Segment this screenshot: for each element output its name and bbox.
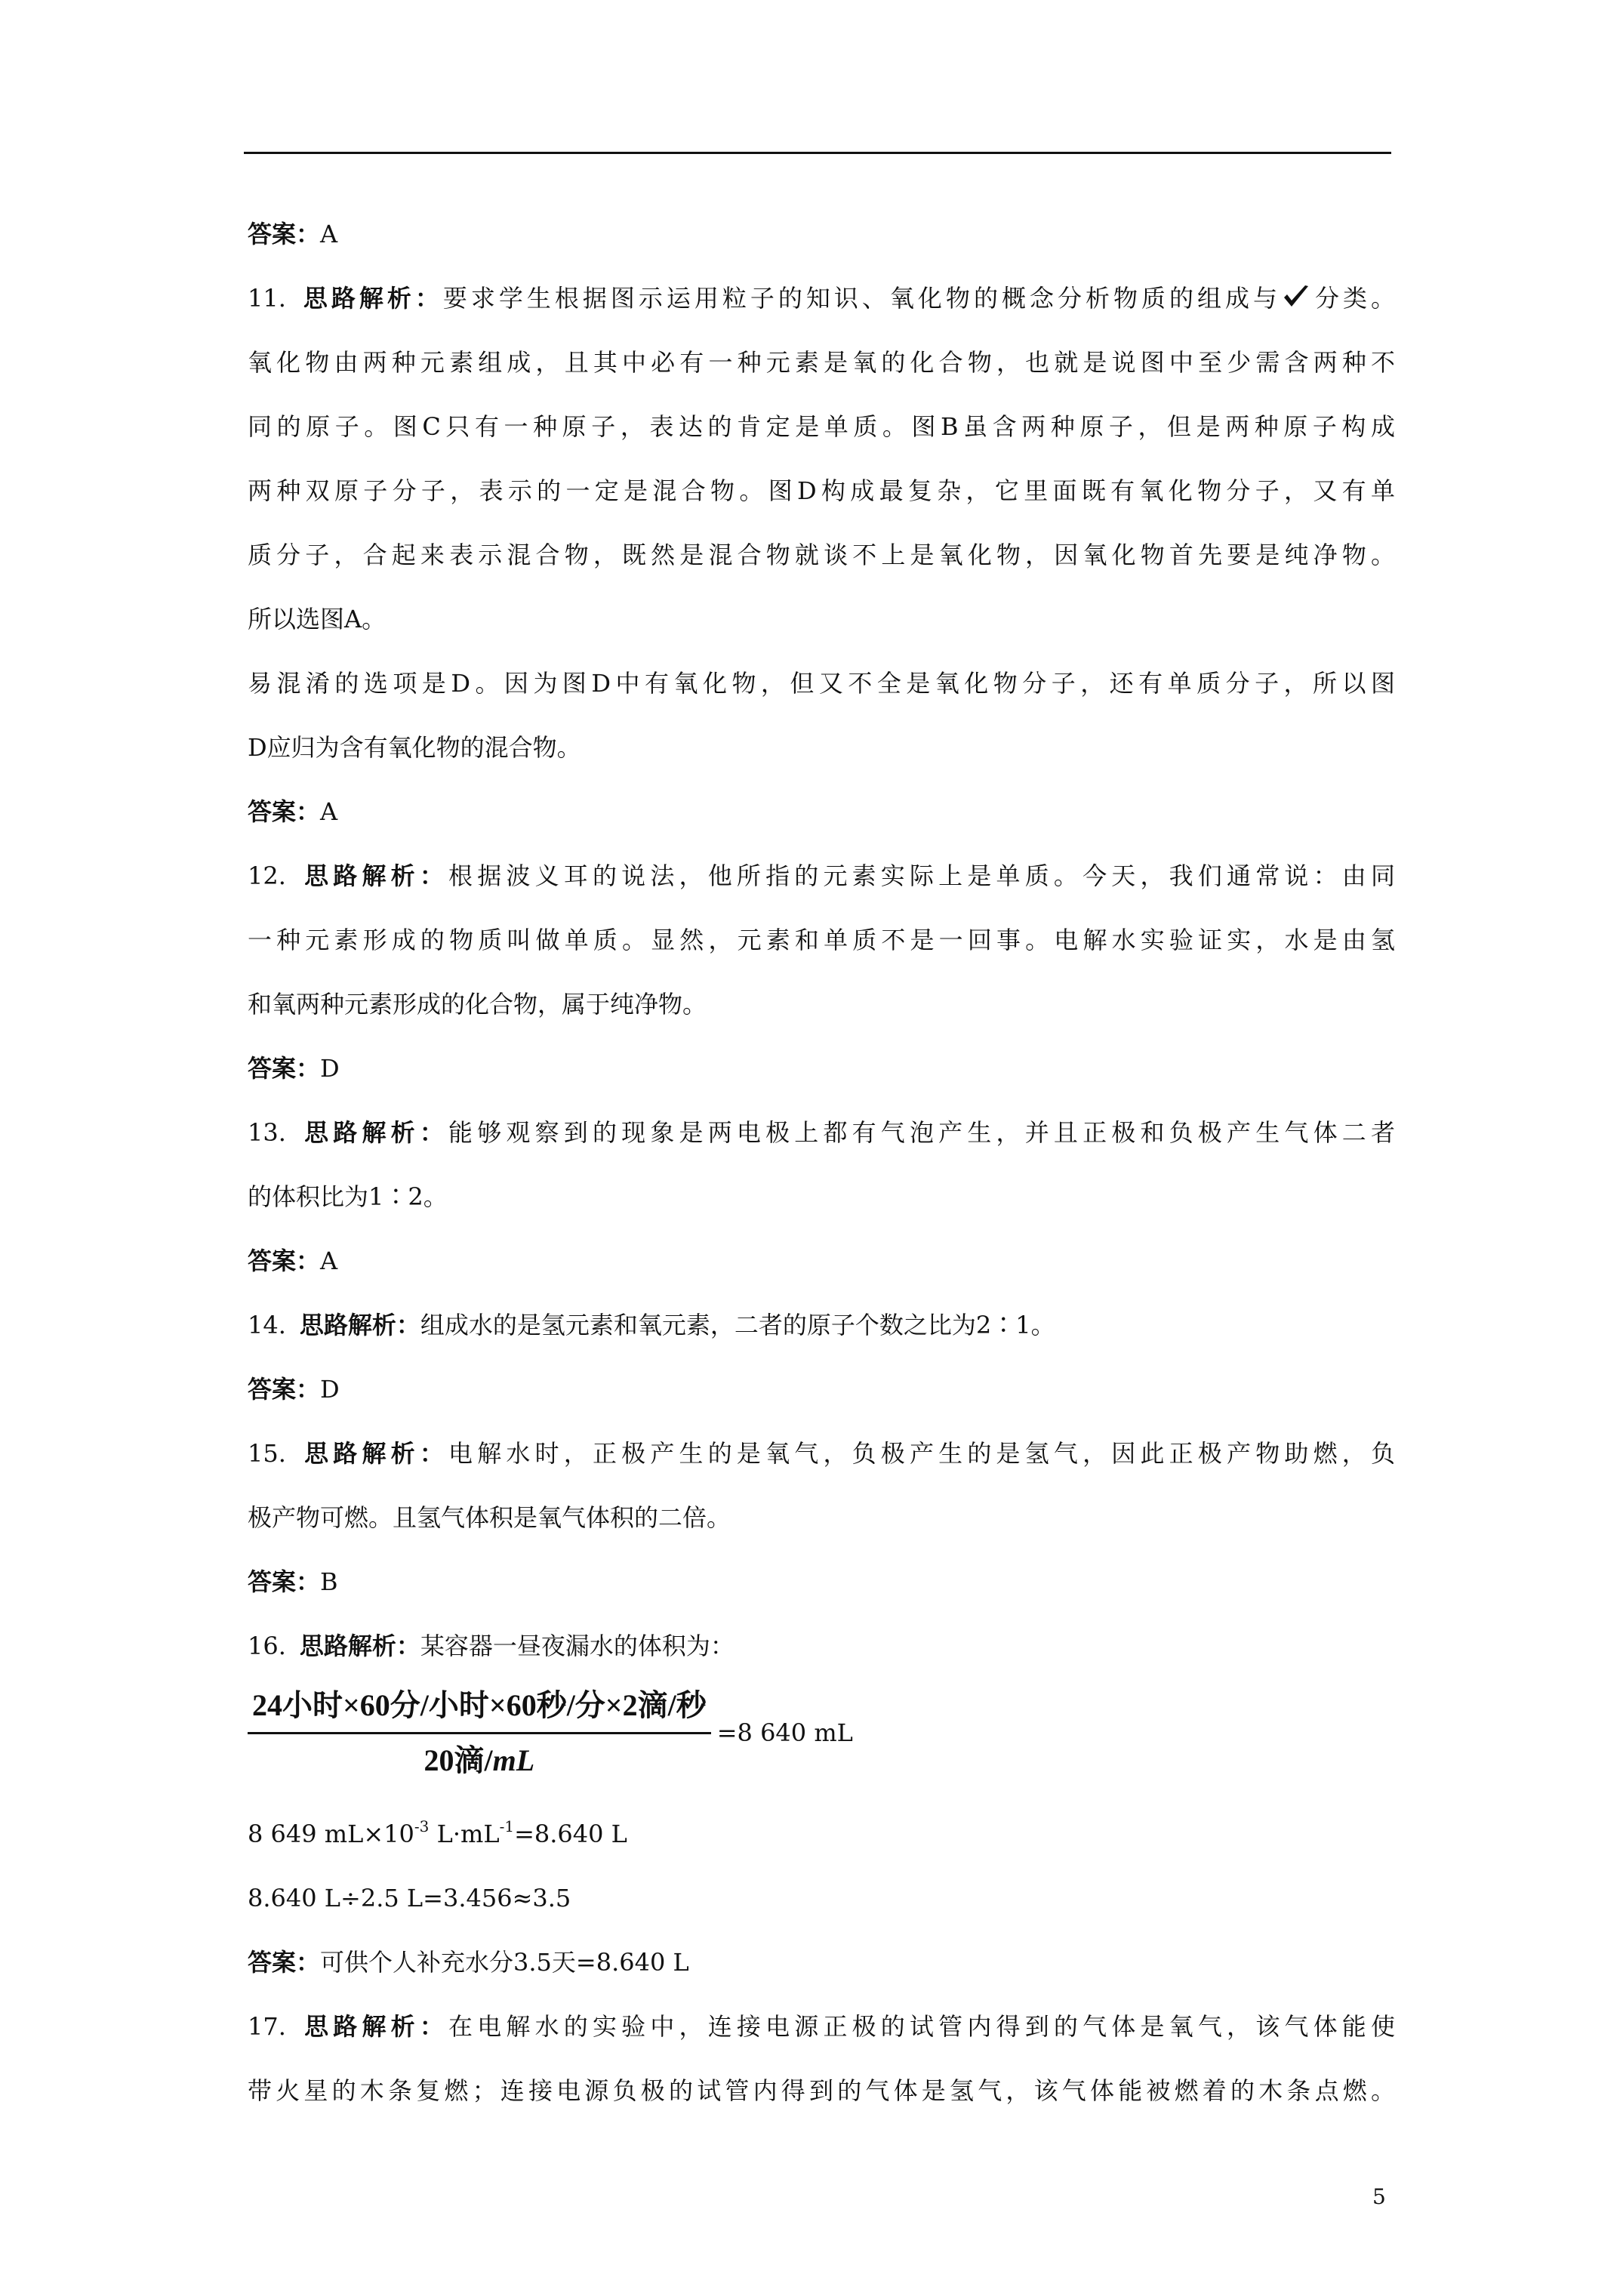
answer-line <box>248 1037 1395 1101</box>
answer-label: 答案： <box>248 1948 321 1977</box>
answer-line <box>248 202 1395 267</box>
answer-value: 可供个人补充水分3.5天=8.640 L <box>320 1948 689 1977</box>
question-number: 16. <box>248 1632 286 1660</box>
question-17-line <box>248 1995 1395 2059</box>
header-rule <box>244 152 1391 154</box>
analysis-label: 思路解析： <box>299 1311 420 1339</box>
answer-label: 答案： <box>248 220 321 248</box>
text-line: 所以选图A。 <box>248 605 387 633</box>
paragraph-text: 能够观察到的现象是两电极上都有气泡产生，并且正极和负极产生气体二者 <box>448 1118 1395 1147</box>
answer-label: 答案： <box>248 1567 321 1596</box>
text-line: 极产物可燃。且氢气体积是氧气体积的二倍。 <box>248 1503 731 1532</box>
text-line: D应归为含有氧化物的混合物。 <box>248 733 581 762</box>
question-number: 17. <box>248 2012 286 2041</box>
check-mark-icon <box>1283 284 1310 310</box>
answer-line <box>248 1550 1395 1614</box>
text-line: 两种双原子分子，表示的一定是混合物。图D构成最复杂，它里面既有氧化物分子，又有单 <box>248 476 1395 505</box>
answer-label: 答案： <box>248 1247 321 1275</box>
paragraph-text: 电解水时，正极产生的是氧气，负极产生的是氢气，因此正极产物助燃，负 <box>448 1439 1395 1468</box>
text-line: 易混淆的选项是D。因为图D中有氧化物，但又不全是氧化物分子，还有单质分子，所以图 <box>248 669 1395 698</box>
analysis-label: 思路解析： <box>299 284 443 313</box>
question-15-line <box>248 1422 1395 1486</box>
answer-value: A <box>320 1247 338 1275</box>
paragraph-text: 在电解水的实验中，连接电源正极的试管内得到的气体是氧气，该气体能使 <box>448 2012 1395 2041</box>
answer-line <box>248 1229 1395 1293</box>
text-line: 氧化物由两种元素组成，且其中必有一种元素是氧的化合物，也就是说图中至少需含两种不 <box>248 348 1395 377</box>
answer-label: 答案： <box>248 1375 321 1404</box>
denominator-text: 20滴/ <box>423 1743 493 1777</box>
paragraph-text: 某容器一昼夜漏水的体积为： <box>420 1632 735 1660</box>
calc-line-2: 8.640 L÷2.5 L=3.456≈3.5 <box>248 1884 571 1912</box>
calc-text: 8 649 mL×10 <box>248 1820 414 1848</box>
answer-value: A <box>320 220 338 248</box>
calc-text: =8.640 L <box>514 1820 627 1848</box>
question-number: 13. <box>248 1118 286 1147</box>
paragraph-text: 分类。 <box>1310 284 1395 313</box>
question-14-line <box>248 1293 1395 1358</box>
question-number: 11. <box>248 284 286 313</box>
fraction-denominator <box>248 1734 711 1780</box>
paragraph-text: 根据波义耳的说法，他所指的元素实际上是单质。今天，我们通常说：由同 <box>448 861 1395 890</box>
page-number: 5 <box>1372 2184 1386 2209</box>
calc-line-1 <box>248 1802 1395 1866</box>
answer-value: A <box>320 797 338 826</box>
question-13-line <box>248 1101 1395 1165</box>
analysis-label: 思路解析： <box>299 2012 449 2041</box>
fraction-result: =8 640 mL <box>716 1718 853 1747</box>
answer-value: B <box>320 1567 338 1596</box>
fraction <box>248 1687 711 1780</box>
analysis-label: 思路解析： <box>299 1439 449 1468</box>
document-body <box>248 202 1395 2123</box>
analysis-label: 思路解析： <box>299 1118 449 1147</box>
paragraph-text: 要求学生根据图示运用粒子的知识、氧化物的概念分析物质的组成与 <box>442 284 1281 313</box>
question-number: 15. <box>248 1439 286 1468</box>
text-line: 一种元素形成的物质叫做单质。显然，元素和单质不是一回事。电解水实验证实，水是由氢 <box>248 926 1395 954</box>
text-line: 同的原子。图C只有一种原子，表达的肯定是单质。图B虽含两种原子，但是两种原子构成 <box>248 412 1395 441</box>
question-12-line <box>248 844 1395 908</box>
calc-exponent: -3 <box>414 1817 430 1835</box>
analysis-label: 思路解析： <box>299 861 449 890</box>
question-number: 12. <box>248 861 286 890</box>
answer-label: 答案： <box>248 797 321 826</box>
text-line: 和氧两种元素形成的化合物，属于纯净物。 <box>248 990 707 1019</box>
formula-block <box>248 1680 1395 1786</box>
fraction-numerator: 24小时×60分/小时×60秒/分×2滴/秒 <box>252 1687 707 1722</box>
calc-exponent: -1 <box>499 1817 515 1835</box>
analysis-label: 思路解析： <box>299 1632 420 1660</box>
paragraph-text: 组成水的是氢元素和氧元素，二者的原子个数之比为2∶1。 <box>420 1311 1055 1339</box>
answer-label: 答案： <box>248 1054 321 1083</box>
question-16-line <box>248 1614 1395 1678</box>
text-line: 质分子，合起来表示混合物，既然是混合物就谈不上是氧化物，因氧化物首先要是纯净物。 <box>248 541 1395 569</box>
text-line: 的体积比为1∶2。 <box>248 1182 448 1211</box>
calc-text: L·mL <box>429 1820 500 1848</box>
answer-value: D <box>320 1054 340 1083</box>
answer-line <box>248 780 1395 844</box>
text-line: 带火星的木条复燃；连接电源负极的试管内得到的气体是氢气，该气体能被燃着的木条点燃。 <box>248 2076 1395 2105</box>
answer-line <box>248 1931 1395 1995</box>
denominator-unit: mL <box>492 1743 535 1777</box>
answer-line <box>248 1358 1395 1422</box>
question-number: 14. <box>248 1311 286 1339</box>
question-11-line <box>248 267 1395 331</box>
answer-value: D <box>320 1375 340 1404</box>
